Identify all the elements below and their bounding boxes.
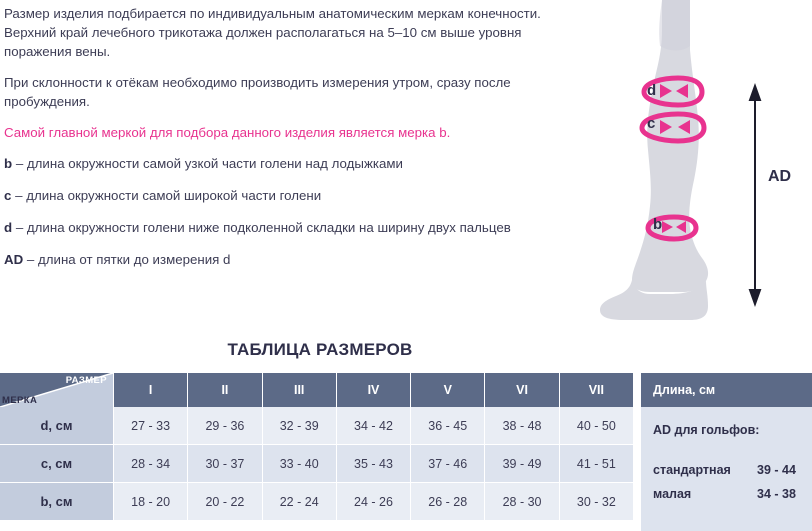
definition-c xyxy=(4,186,574,205)
intro-highlight-note: Самой главной меркой для подбора данного изделия является мерка b. xyxy=(4,125,451,140)
corner-label-measure: МЕРКА xyxy=(2,395,38,406)
length-panel-header: Длина, см xyxy=(641,373,812,407)
cell-b-7: 30 - 32 xyxy=(559,483,633,521)
definition-b xyxy=(4,154,574,173)
length-row-small-label: малая xyxy=(653,487,692,501)
cell-b-1: 18 - 20 xyxy=(114,483,188,521)
leg-illustration xyxy=(590,0,812,330)
page-title: ТАБЛИЦА РАЗМЕРОВ xyxy=(227,340,413,359)
column-header-7: VII xyxy=(559,373,633,407)
definition-b-letter: b xyxy=(4,156,13,171)
cell-d-2: 29 - 36 xyxy=(188,407,262,445)
table-corner-cell xyxy=(0,373,114,407)
definition-d-text: – длина окружности голени ниже подколенной складки на ширину двух пальцев xyxy=(12,220,511,235)
cell-d-5: 36 - 45 xyxy=(411,407,485,445)
cell-c-6: 39 - 49 xyxy=(485,445,559,483)
definition-c-letter: c xyxy=(4,188,12,203)
cell-c-2: 30 - 37 xyxy=(188,445,262,483)
cell-c-1: 28 - 34 xyxy=(114,445,188,483)
cell-b-2: 20 - 22 xyxy=(188,483,262,521)
cell-d-1: 27 - 33 xyxy=(114,407,188,445)
leg-diagram-svg xyxy=(590,0,812,330)
label-c: c xyxy=(647,115,656,132)
table-row xyxy=(0,483,634,521)
intro-text-block xyxy=(4,4,574,282)
definition-ad-text: – длина от пятки до измерения d xyxy=(23,252,231,267)
table-row xyxy=(0,407,634,445)
leg-shape xyxy=(600,0,708,320)
length-row-standard-label: стандартная xyxy=(653,463,731,477)
cell-b-4: 24 - 26 xyxy=(336,483,410,521)
intro-paragraph-2: При склонности к отёкам необходимо производить измерения утром, сразу после пробуждения. xyxy=(4,75,511,109)
cell-b-3: 22 - 24 xyxy=(262,483,336,521)
definition-c-text: – длина окружности самой широкой части голени xyxy=(11,188,322,203)
label-b: b xyxy=(653,216,663,233)
corner-label-size: РАЗМЕР xyxy=(65,375,107,386)
label-ad: AD xyxy=(768,168,792,185)
definition-d-letter: d xyxy=(4,220,13,235)
cell-c-3: 33 - 40 xyxy=(262,445,336,483)
cell-b-5: 26 - 28 xyxy=(411,483,485,521)
definition-b-text: – длина окружности самой узкой части голени над лодыжками xyxy=(12,156,403,171)
intro-paragraph-1: Размер изделия подбирается по индивидуальным анатомическим меркам конечности. Верхний край лечебного трикотажа должен располагаться на 5–10 см выше уровня поражения вены. xyxy=(4,6,541,59)
column-header-1: I xyxy=(114,373,188,407)
length-row-small-value: 34 - 38 xyxy=(757,487,796,501)
column-header-5: V xyxy=(411,373,485,407)
cell-b-6: 28 - 30 xyxy=(485,483,559,521)
row-label-c: c, см xyxy=(0,445,114,483)
length-panel-body xyxy=(641,407,812,531)
cell-c-5: 37 - 46 xyxy=(411,445,485,483)
column-header-2: II xyxy=(188,373,262,407)
table-row xyxy=(0,445,634,483)
cell-c-4: 35 - 43 xyxy=(336,445,410,483)
row-label-b: b, см xyxy=(0,483,114,521)
row-label-d: d, см xyxy=(0,407,114,445)
column-header-4: IV xyxy=(336,373,410,407)
definition-ad-letter: AD xyxy=(4,252,24,267)
length-row-small xyxy=(653,487,803,501)
column-header-3: III xyxy=(262,373,336,407)
column-header-6: VI xyxy=(485,373,559,407)
cell-d-3: 32 - 39 xyxy=(262,407,336,445)
length-panel xyxy=(641,373,812,531)
table-header-row xyxy=(0,373,634,407)
label-d: d xyxy=(647,82,657,99)
length-row-standard xyxy=(653,463,803,477)
size-table xyxy=(0,373,634,521)
length-row-standard-value: 39 - 44 xyxy=(757,463,796,477)
cell-d-4: 34 - 42 xyxy=(336,407,410,445)
definition-d xyxy=(4,218,574,237)
cell-d-6: 38 - 48 xyxy=(485,407,559,445)
cell-d-7: 40 - 50 xyxy=(559,407,633,445)
definition-ad xyxy=(4,250,574,269)
length-panel-title: AD для гольфов: xyxy=(653,423,760,437)
measure-line-ad xyxy=(750,86,760,304)
cell-c-7: 41 - 51 xyxy=(559,445,633,483)
